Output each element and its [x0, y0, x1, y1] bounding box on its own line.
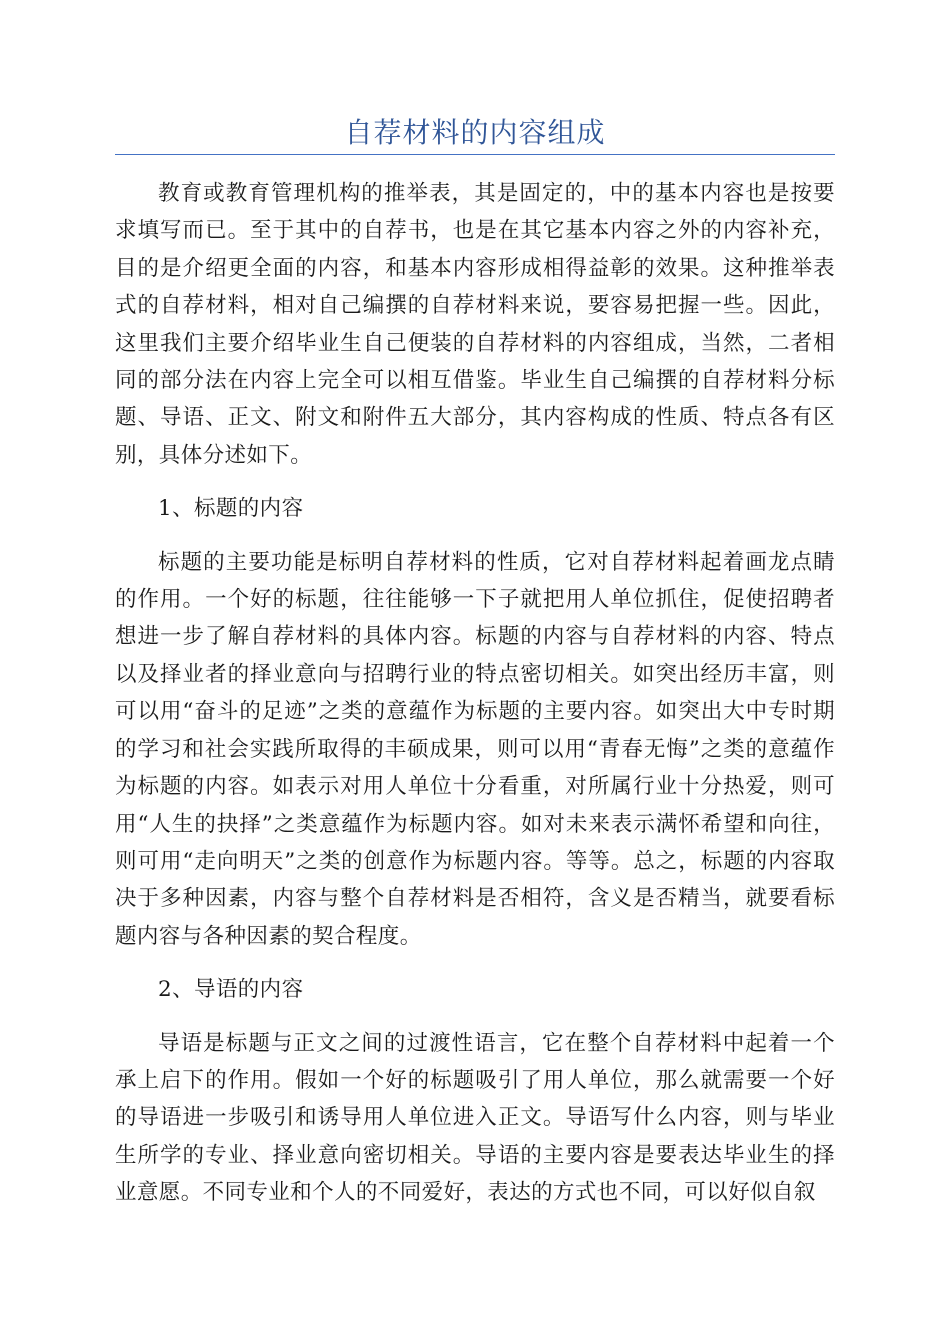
section-heading-title-content: 1、标题的内容	[158, 496, 304, 522]
section-heading-lead-content: 2、导语的内容	[158, 977, 304, 1003]
document-title: 自荐材料的内容组成	[344, 116, 606, 149]
document-body	[115, 175, 835, 1212]
intro-paragraph: 教育或教育管理机构的推举表，其是固定的，中的基本内容也是按要求填写而已。至于其中的自荐书，也是在其它基本内容之外的内容补充，目的是介绍更全面的内容，和基本内容形成相得益彰的效果。这种推举表式的自荐材料，相对自己编撰的自荐材料来说，要容易把握一些。因此，这里我们主要介绍毕业生自己便装的自荐材料的内容组成，当然，二者相同的部分法在内容上完全可以相互借鉴。毕业生自己编撰的自荐材料分标题、导语、正文、附文和附件五大部分，其内容构成的性质、特点各有区别，具体分述如下。	[115, 181, 835, 468]
lead-content-paragraph: 导语是标题与正文之间的过渡性语言，它在整个自荐材料中起着一个承上启下的作用。假如一个好的标题吸引了用人单位，那么就需要一个好的导语进一步吸引和诱导用人单位进入正文。导语写什么内容，则与毕业生所学的专业、择业意向密切相关。导语的主要内容是要表达毕业生的择业意愿。不同专业和个人的不同爱好，表达的方式也不同，可以好似自叙	[115, 1030, 835, 1206]
title-content-paragraph: 标题的主要功能是标明自荐材料的性质，它对自荐材料起着画龙点睛的作用。一个好的标题，往往能够一下子就把用人单位抓住，促使招聘者想进一步了解自荐材料的具体内容。标题的内容与自荐材料的内容、特点以及择业者的择业意向与招聘行业的特点密切相关。如突出经历丰富，则可以用“奋斗的足迹”之类的意蕴作为标题的主要内容。如突出大中专时期的学习和社会实践所取得的丰硕成果，则可以用“青春无悔”之类的意蕴作为标题的内容。如表示对用人单位十分看重，对所属行业十分热爱，则可用“人生的抉择”之类意蕴作为标题内容。如对未来表示满怀希望和向往，则可用“走向明天”之类的创意作为标题内容。等等。总之，标题的内容取决于多种因素，内容与整个自荐材料是否相符，含义是否精当，就要看标题内容与各种因素的契合程度。	[115, 549, 835, 949]
title-underline	[115, 154, 835, 155]
